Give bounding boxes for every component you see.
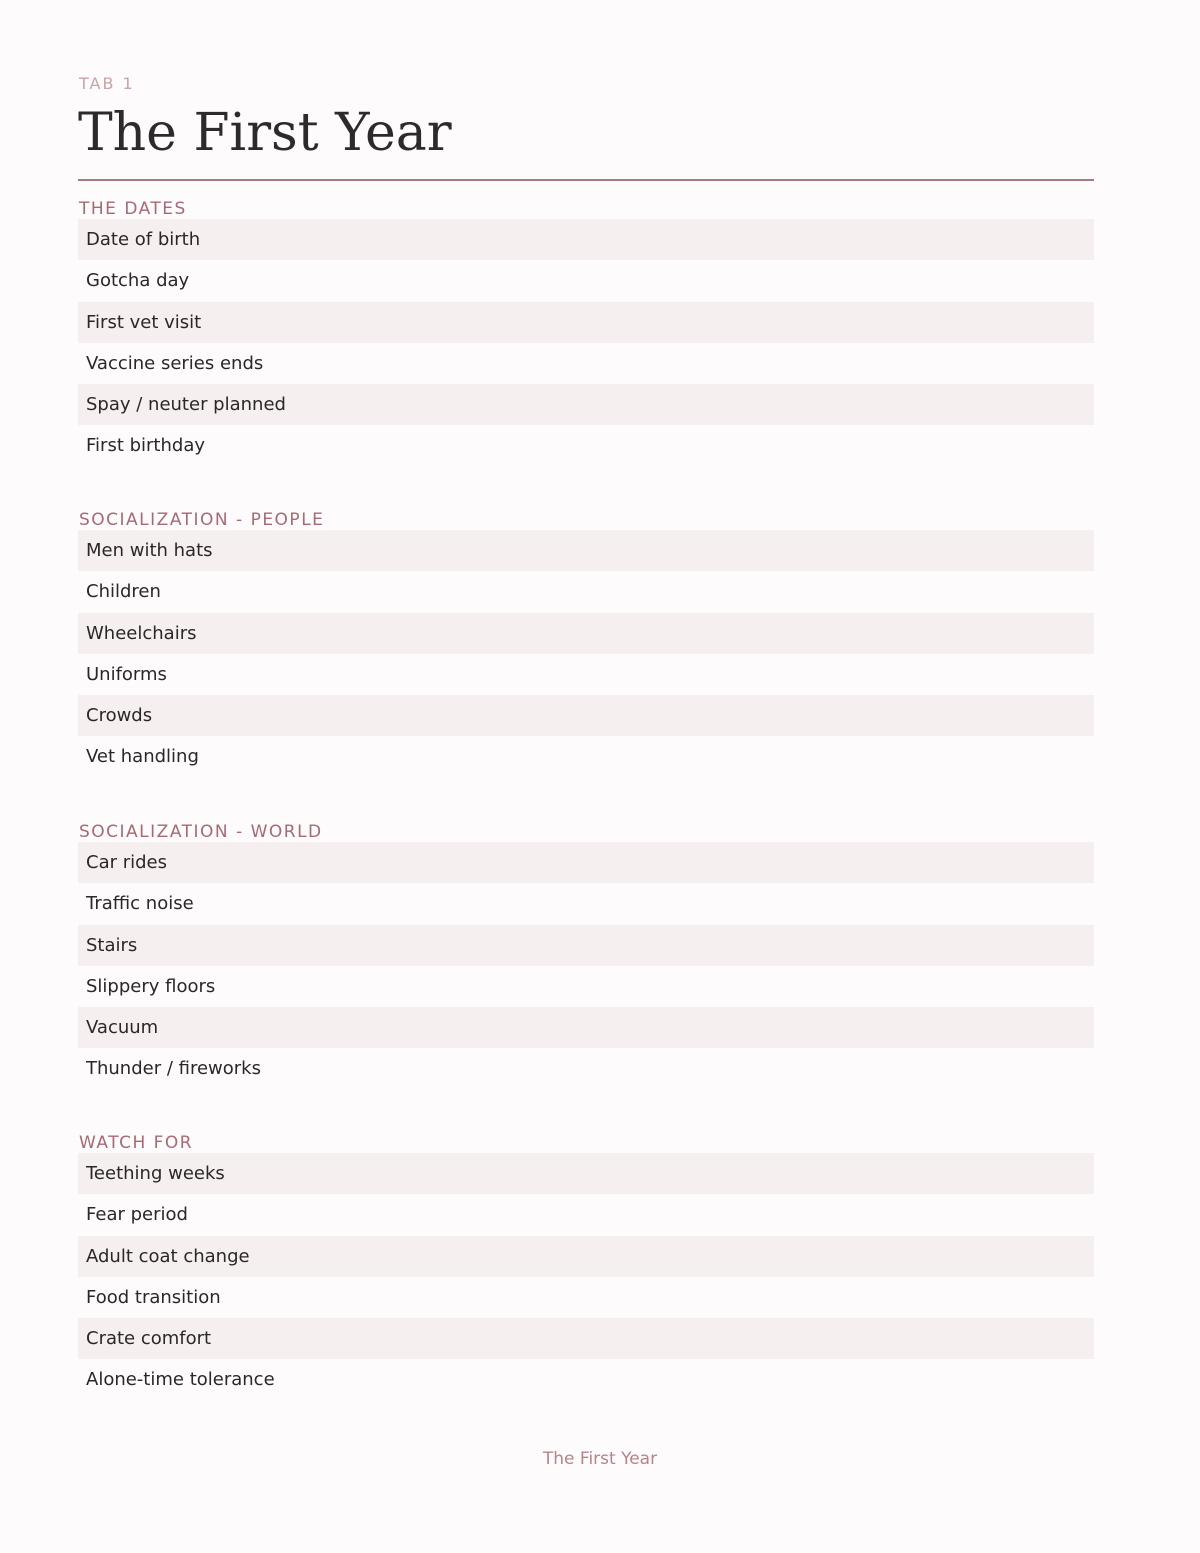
section-heading: SOCIALIZATION - WORLD	[79, 822, 323, 842]
list-item: Adult coat change	[78, 1236, 1094, 1277]
section-heading: WATCH FOR	[79, 1133, 194, 1153]
list-item: Food transition	[86, 1286, 221, 1308]
list-item: Gotcha day	[86, 270, 190, 292]
section-heading: THE DATES	[79, 199, 187, 219]
item-list	[78, 1153, 1094, 1401]
list-item: Date of birth	[78, 219, 1094, 260]
list-item: Men with hats	[78, 530, 1094, 571]
section-socialization-world	[78, 822, 1094, 1090]
list-item: Vaccine series ends	[86, 352, 264, 374]
title-divider	[78, 179, 1094, 181]
list-item: Thunder / fireworks	[86, 1058, 261, 1080]
list-item: Car rides	[78, 842, 1094, 883]
list-item: First vet visit	[78, 302, 1094, 343]
list-item: Traffic noise	[86, 893, 194, 915]
page-footer: The First Year	[542, 1449, 658, 1469]
item-list	[78, 530, 1094, 778]
list-item: Crate comfort	[78, 1318, 1094, 1359]
list-item: Vet handling	[86, 746, 199, 768]
list-item: Wheelchairs	[78, 613, 1094, 654]
section-heading: SOCIALIZATION - PEOPLE	[79, 510, 325, 530]
list-item: Spay / neuter planned	[78, 384, 1094, 425]
list-item: Stairs	[78, 925, 1094, 966]
section-socialization-people	[78, 510, 1094, 778]
list-item: Slippery floors	[86, 975, 216, 997]
section-the-dates	[78, 199, 1094, 467]
list-item: First birthday	[86, 435, 206, 457]
list-item: Vacuum	[78, 1007, 1094, 1048]
list-item: Uniforms	[86, 663, 167, 685]
page-title: The First Year	[78, 103, 452, 163]
list-item: Alone-time tolerance	[86, 1369, 275, 1391]
tab-label: TAB 1	[79, 74, 135, 93]
item-list	[78, 219, 1094, 467]
list-item: Teething weeks	[78, 1153, 1094, 1194]
list-item: Crowds	[78, 695, 1094, 736]
section-watch-for	[78, 1133, 1094, 1401]
list-item: Fear period	[86, 1204, 188, 1226]
item-list	[78, 842, 1094, 1090]
list-item: Children	[86, 581, 161, 603]
